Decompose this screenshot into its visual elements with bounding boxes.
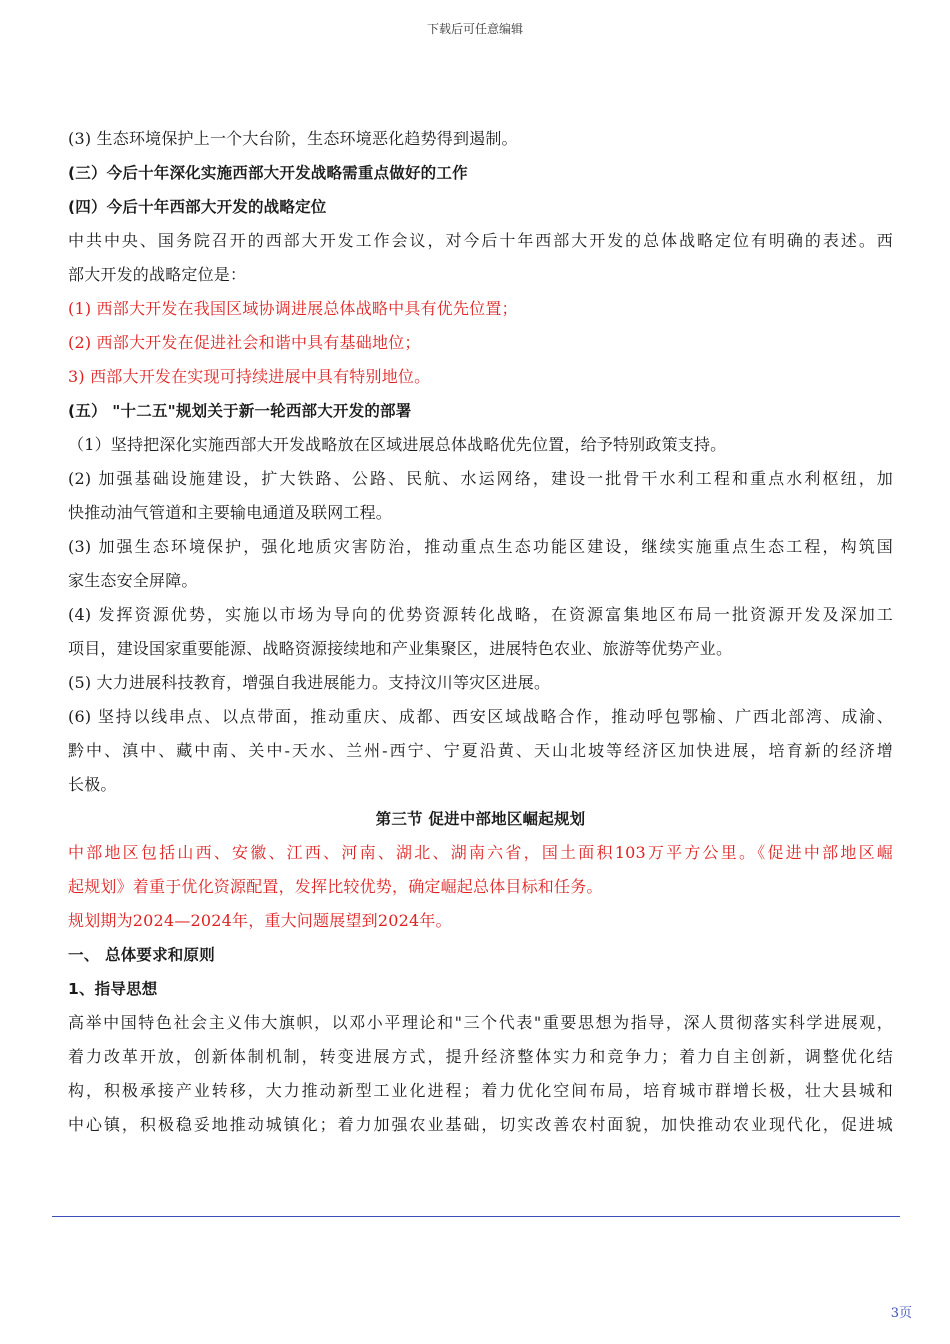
section-heading: (五） "十二五"规划关于新一轮西部大开发的部署	[68, 402, 412, 420]
paragraph-line: (6) 坚持以线串点、以点带面，推动重庆、成都、西安区域战略合作，推动呼包鄂榆、广西北部湾、成渝、	[68, 707, 893, 726]
section-heading: (三）今后十年深化实施西部大开发战略需重点做好的工作	[68, 164, 468, 182]
paragraph-line: 着力改革开放，创新体制机制，转变进展方式，提升经济整体实力和竞争力；着力自主创新，调整优化结	[68, 1047, 893, 1066]
paragraph-line: (3) 生态环境保护上一个大台阶，生态环境恶化趋势得到遏制。	[68, 129, 518, 148]
footer-divider	[52, 1216, 900, 1217]
highlight-line: (1) 西部大开发在我国区域协调进展总体战略中具有优先位置；	[68, 299, 518, 318]
paragraph-line: 构，积极承接产业转移，大力推动新型工业化进程；着力优化空间布局，培育城市群增长极，壮大县城和	[68, 1081, 893, 1100]
chapter-title: 第三节 促进中部地区崛起规划	[375, 810, 586, 828]
paragraph-line: 家生态安全屏障。	[68, 571, 198, 590]
page-number: 3页	[890, 1306, 912, 1321]
paragraph-line: 黔中、滇中、藏中南、关中-天水、兰州-西宁、宁夏沿黄、天山北坡等经济区加快进展，培育新的经济增	[68, 741, 893, 760]
paragraph-line: （1）坚持把深化实施西部大开发战略放在区域进展总体战略优先位置，给予特别政策支持。	[68, 435, 727, 454]
page-header: 下载后可任意编辑	[426, 22, 523, 36]
paragraph-line: 高举中国特色社会主义伟大旗帜，以邓小平理论和"三个代表"重要思想为指导，深人贯彻落实科学进展观，	[68, 1013, 893, 1032]
highlight-line: 起规划》着重于优化资源配置，发挥比较优势，确定崛起总体目标和任务。	[68, 877, 603, 896]
paragraph-line: (2) 加强基础设施建设，扩大铁路、公路、民航、水运网络，建设一批骨干水利工程和重点水利枢纽，加	[68, 469, 893, 488]
paragraph-line: 长极。	[68, 775, 117, 794]
paragraph-line: 部大开发的战略定位是：	[68, 265, 247, 284]
section-heading: 1、指导思想	[68, 980, 158, 998]
paragraph-line: 快推动油气管道和主要输电通道及联网工程。	[68, 503, 393, 522]
section-heading: 一、 总体要求和原则	[68, 946, 215, 964]
document-body	[68, 122, 893, 1142]
highlight-line: 规划期为2024—2024年，重大问题展望到2024年。	[68, 911, 452, 930]
highlight-line: 3) 西部大开发在实现可持续进展中具有特别地位。	[68, 367, 431, 386]
paragraph-line: 项目，建设国家重要能源、战略资源接续地和产业集聚区，进展特色农业、旅游等优势产业。	[68, 639, 733, 658]
paragraph-line: 中共中央、国务院召开的西部大开发工作会议，对今后十年西部大开发的总体战略定位有明确的表述。西	[68, 231, 893, 250]
paragraph-line: (3) 加强生态环境保护，强化地质灾害防治，推动重点生态功能区建设，继续实施重点生态工程，构筑国	[68, 537, 893, 556]
paragraph-line: (4) 发挥资源优势，实施以市场为导向的优势资源转化战略，在资源富集地区布局一批资源开发及深加工	[68, 605, 893, 624]
highlight-line: (2) 西部大开发在促进社会和谐中具有基础地位；	[68, 333, 421, 352]
section-heading: (四）今后十年西部大开发的战略定位	[68, 198, 327, 216]
highlight-line: 中部地区包括山西、安徽、江西、河南、湖北、湖南六省，国土面积103万平方公里。《促进中部地区崛	[68, 843, 893, 862]
paragraph-line: 中心镇，积极稳妥地推动城镇化；着力加强农业基础，切实改善农村面貌，加快推动农业现代化，促进城	[68, 1115, 893, 1134]
paragraph-line: (5) 大力进展科技教育，增强自我进展能力。支持汶川等灾区进展。	[68, 673, 551, 692]
